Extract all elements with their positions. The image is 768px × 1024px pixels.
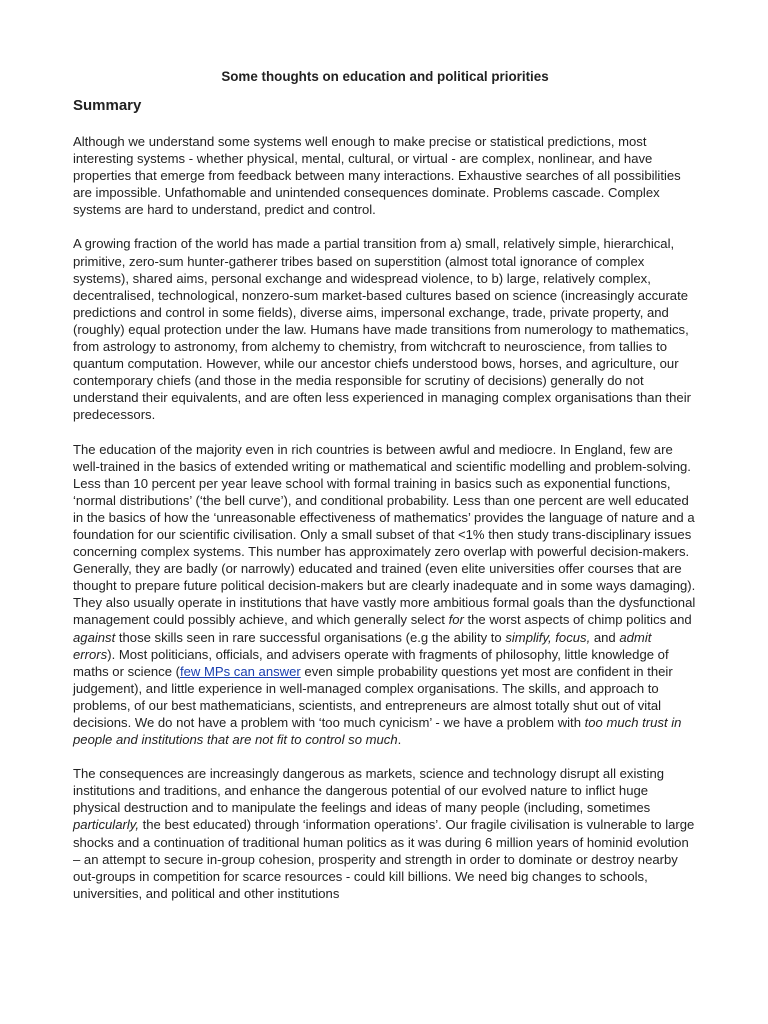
p3-emphasis-too-much-trust: too much trust in people and institutions that are not fit to control so much (73, 715, 682, 748)
paragraph-2: A growing fraction of the world has made a partial transition from a) small, relatively simple, hierarchical, primitive, zero-sum hunter-gatherer tribes based on superstition (almost total ignorance of complex systems), shared aims, personal exchange and widespread violence, to b) large, relatively complex, decentralised, technological, nonzero-sum market-based cultures based on science (increasingly accurate predictions and control in some fields), diverse aims, impersonal exchange, trade, private property, and (roughly) equal protection under the law. Humans have made transitions from numerology to mathematics, from astrology to astronomy, from alchemy to chemistry, from witchcraft to neuroscience, from tallies to quantum computation. However, while our ancestor chiefs understood bows, horses, and agriculture, our contemporary chiefs (and those in the media responsible for scrutiny of decisions) generally do not understand their equivalents, and are often less experienced in managing complex organisations than their predecessors. (73, 236, 691, 423)
p3-emphasis-against: against (73, 629, 116, 645)
paragraph-1: Although we understand some systems well enough to make precise or statistical predictions, most interesting systems - whether physical, mental, cultural, or virtual - are complex, nonlinear, and have properties that emerge from feedback between many interactions. Exhaustive searches of all possibilities are impossible. Unfathomable and unintended consequences dominate. Problems cascade. Complex systems are hard to understand, predict and control. (73, 134, 681, 218)
p4-text-2: the best educated) through ‘information operations’. Our fragile civilisation is vulnerable to large shocks and a continuation of traditional human politics as it was during 6 million years of hominid evolution – an attempt to secure in-group cohesion, prosperity and strength in order to dominate or destroy nearby out-groups in competition for scarce resources - could kill billions. We need big changes to schools, universities, and political and other institutions (73, 817, 695, 901)
few-mps-link[interactable]: few MPs can answer (179, 663, 301, 679)
document-title: Some thoughts on education and political priorities (221, 69, 549, 84)
p3-emphasis-admit-errors: admit errors (73, 629, 652, 662)
p3-text-3: those skills seen in rare successful organisations (e.g the ability to (115, 629, 506, 645)
p3-emphasis-simplify: simplify, focus, (505, 629, 591, 645)
section-heading-summary: Summary (73, 97, 142, 114)
p4-emphasis-particularly: particularly, (73, 817, 139, 833)
p3-text-6: even simple probability questions yet most are confident in their judgement), and little experience in well-managed complex organisations. The skills, and approach to problems, of our best mathematicians, scientists, and entrepreneurs are almost totally shut out of vital decisions. We do not have a problem with ‘too much cynicism’ - we have a problem with (73, 663, 673, 730)
p3-text-1: The education of the majority even in rich countries is between awful and mediocre. In England, few are well-trained in the basics of extended writing or mathematical and scientific modelling and problem-solving. Less than 10 percent per year leave school with formal training in basics such as exponential functions, ‘normal distributions’ (‘the bell curve’), and conditional probability. Less than one percent are well educated in the basics of how the ‘unreasonable effectiveness of mathematics’ provides the language of nature and a foundation for our scientific civilisation. Only a small subset of that <1% then study trans-disciplinary issues concerning complex systems. This number has approximately zero overlap with powerful decision-makers. Generally, they are badly (or narrowly) educated and trained (even elite universities offer courses that are thought to prepare future political decision-makers but are clearly inadequate and in some ways damaging). They also usually operate in institutions that have vastly more ambitious formal goals than the dysfunctional management could possibly achieve, and which generally select (73, 441, 696, 628)
p4-text-1: The consequences are increasingly dangerous as markets, science and technology disrupt all existing institutions and traditions, and enhance the dangerous potential of our evolved nature to inflict huge physical destruction and to manipulate the feelings and ideas of many people (including, sometimes (73, 766, 665, 816)
p3-emphasis-for: for (448, 612, 464, 628)
p3-text-5: ). Most politicians, officials, and advisers operate with fragments of philosophy, little knowledge of maths or science ( (73, 646, 669, 679)
p3-text-4: and (590, 629, 620, 645)
p3-text-2: the worst aspects of chimp politics and (463, 612, 692, 628)
p3-text-7: . (397, 732, 402, 748)
document-page (73, 68, 697, 919)
paragraph-3 (73, 441, 697, 749)
paragraph-4 (73, 765, 697, 902)
